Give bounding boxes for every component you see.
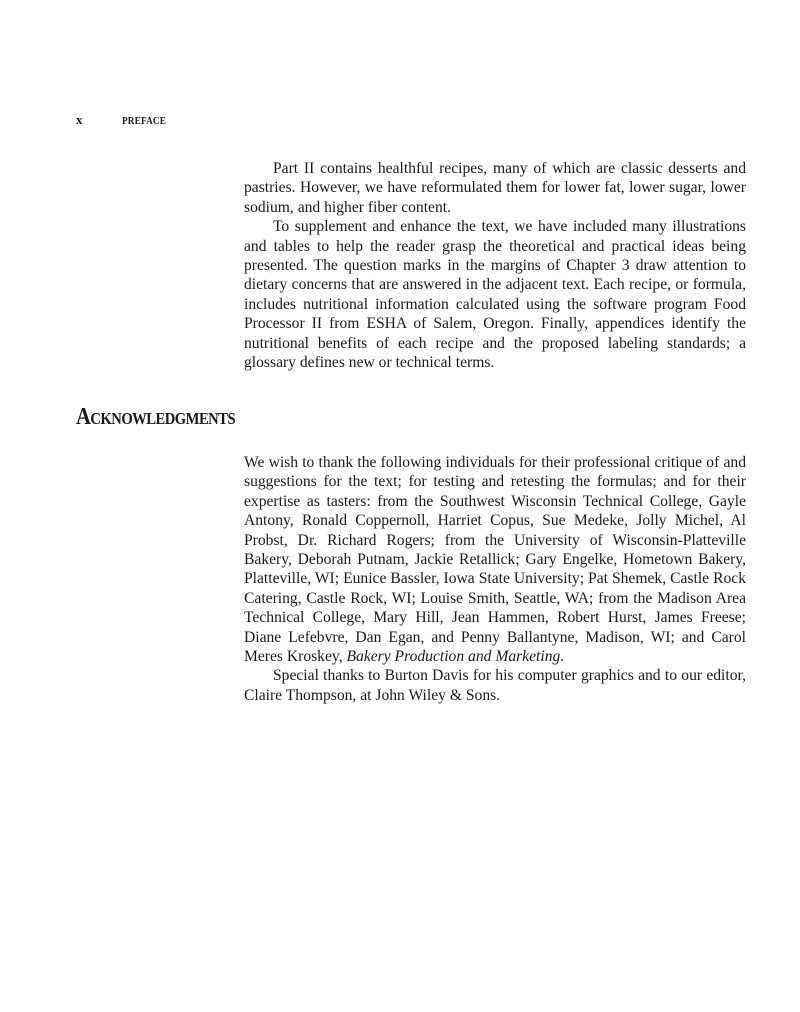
- thanks-main-text: We wish to thank the following individuals for their professional critique of and suggestions for the text; for testing and retesting the formulas; and for their expertise as tasters: from the Southwest Wisconsin Technical College, Gayle Antony, Ronald Coppernoll, Harriet Copus, Sue Medeke, Jolly Michel, Al Probst, Dr. Richard Rogers; from the University of Wisconsin-Platteville Bakery, Deborah Putnam, Jackie Retallick; Gary Engelke, Hometown Bakery, Platteville, WI; Eunice Bassler, Iowa State University; Pat Shemek, Castle Rock Catering, Castle Rock, WI; Louise Smith, Seattle, WA; from the Madison Area Technical College, Mary Hill, Jean Hammen, Robert Hurst, James Freese; Diane Lefebvre, Dan Egan, and Penny Ballantyne, Madison, WI; and Carol Meres Kroskey,: [244, 454, 746, 666]
- paragraph-thanks: [244, 453, 746, 666]
- page-number: x: [76, 112, 83, 127]
- acknowledgments-heading: Acknowledgments: [76, 404, 236, 430]
- book-title: Bakery Production and Marketing: [346, 648, 561, 666]
- thanks-end-punct: .: [560, 648, 565, 666]
- paragraph-special-thanks: Special thanks to Burton Davis for his computer graphics and to our editor, Claire Thompson, at John Wiley & Sons.: [244, 667, 746, 704]
- section-title: PREFACE: [122, 116, 167, 127]
- preface-text: [244, 159, 746, 372]
- paragraph-part-two: Part II contains healthful recipes, many of which are classic desserts and pastries. However, we have reformulated them for lower fat, lower sugar, lower sodium, and higher fiber content.: [244, 160, 746, 216]
- acknowledgments-text: [244, 453, 746, 705]
- paragraph-supplement: To supplement and enhance the text, we have included many illustrations and tables to help the reader grasp the theoretical and practical ideas being presented. The question marks in the margins of Chapter 3 draw attention to dietary concerns that are answered in the adjacent text. Each recipe, or formula, includes nutritional information calculated using the software program Food Processor II from ESHA of Salem, Oregon. Finally, appendices identify the nutritional benefits of each recipe and the proposed labeling standards; a glossary defines new or technical terms.: [244, 218, 746, 372]
- running-head: [76, 112, 170, 128]
